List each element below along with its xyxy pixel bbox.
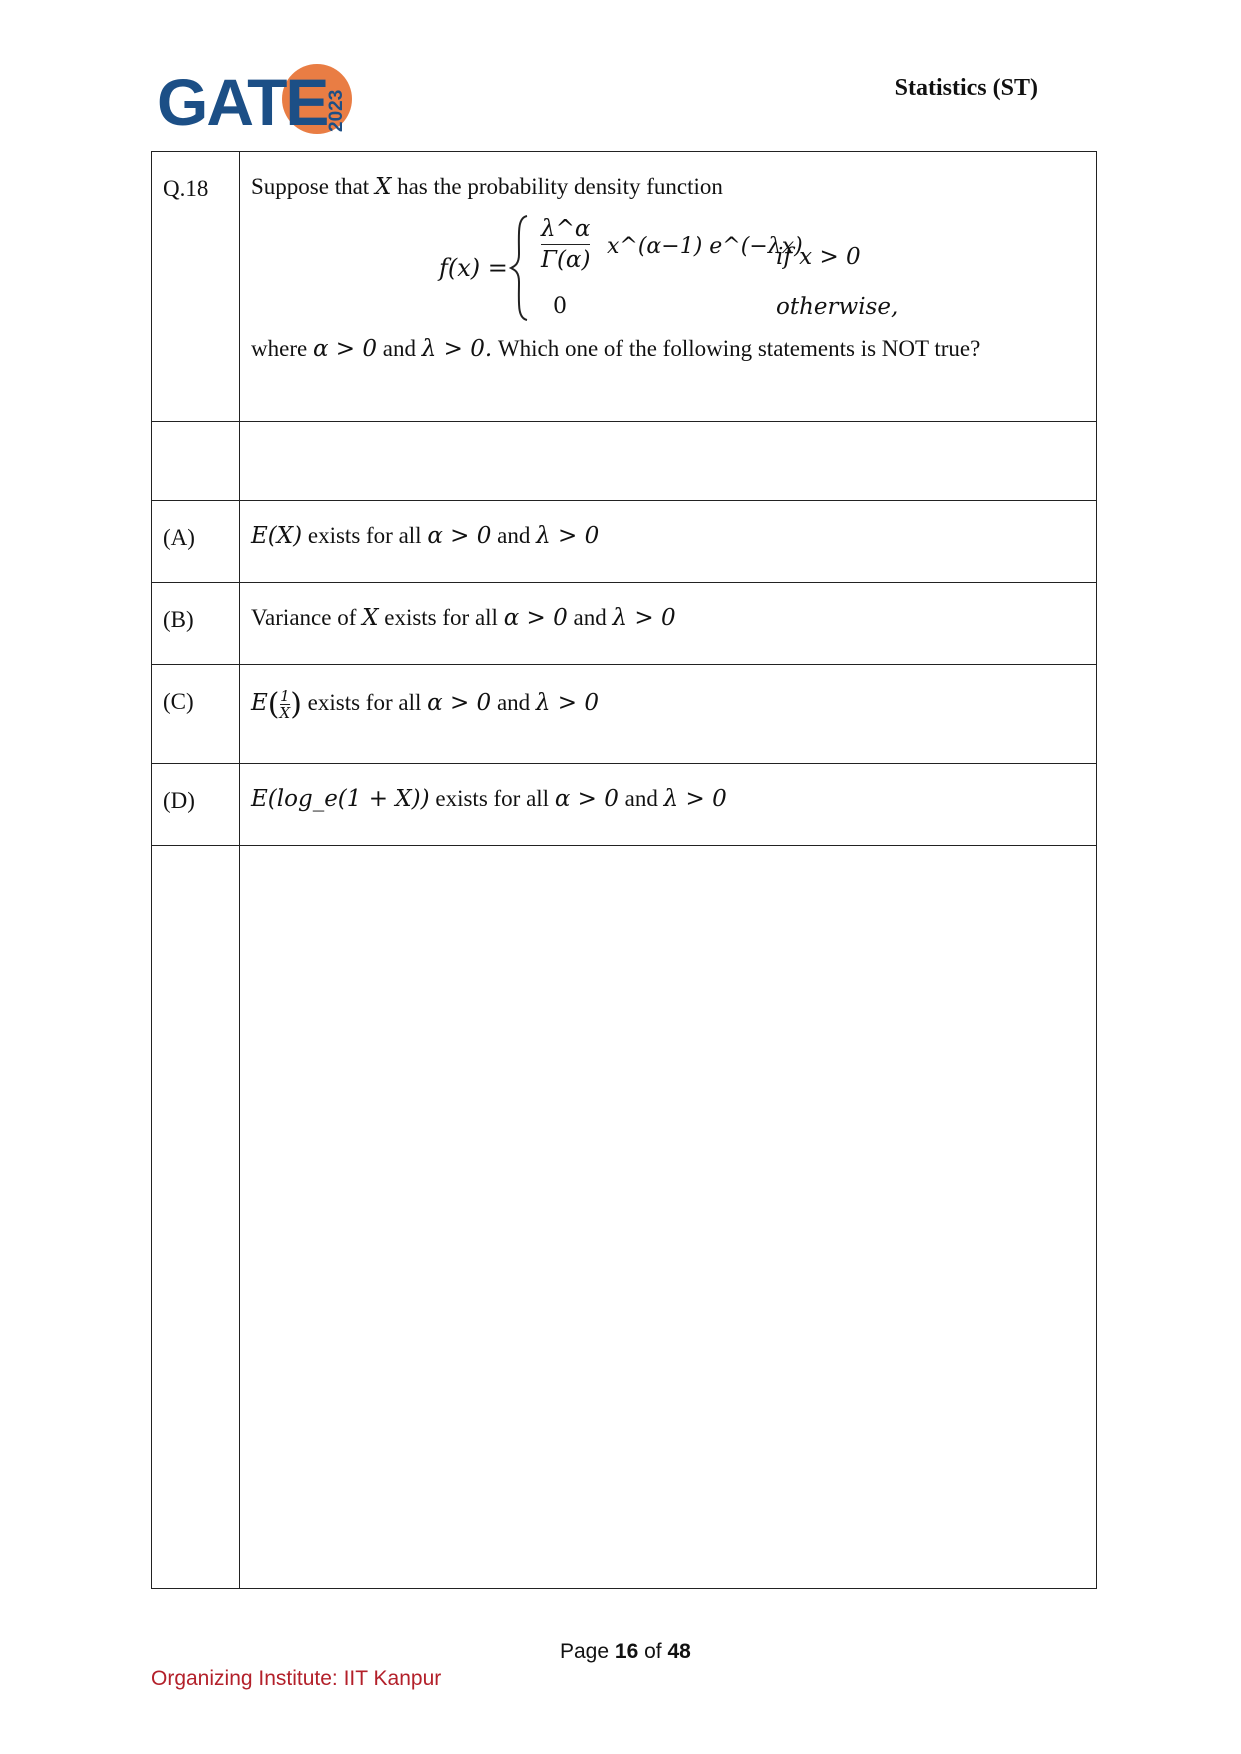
logo-text: GATE <box>157 65 328 139</box>
left-brace <box>509 214 531 322</box>
organizer-text: Organizing Institute: IIT Kanpur <box>151 1667 442 1690</box>
subject-title: Statistics (ST) <box>894 75 1038 101</box>
pdf-formula <box>251 214 1096 326</box>
formula-lhs: f(x) = <box>439 254 508 282</box>
question-intro: Suppose that X has the probability density function <box>251 174 723 200</box>
option-label: (A) <box>152 501 240 583</box>
option-row-b <box>152 583 1097 665</box>
gate-logo <box>157 62 357 140</box>
option-label: (D) <box>152 764 240 846</box>
option-text: E(log_e(1 + X)) exists for all α > 0 and λ > 0 <box>240 764 1097 846</box>
formula-fraction <box>541 216 590 273</box>
option-row-d <box>152 764 1097 846</box>
option-text: E(X) exists for all α > 0 and λ > 0 <box>240 501 1097 583</box>
option-label: (C) <box>152 665 240 764</box>
question-where-clause: where α > 0 and λ > 0. Which one of the following statements is NOT true? <box>251 336 981 362</box>
option-row-c <box>152 665 1097 764</box>
inline-fraction: $\frac{1}{X}$ <box>279 687 291 722</box>
formula-condition-2: otherwise, <box>776 294 899 320</box>
logo-year: 2023 <box>326 89 347 132</box>
formula-condition-1: if x > 0 <box>776 244 861 270</box>
option-text: E( $\frac{1}{X}$ ) exists for all α > 0 and λ > 0 <box>240 665 1097 764</box>
blank-row <box>152 422 1097 501</box>
answer-space-row <box>152 846 1097 1589</box>
page-number: Page 16 of 48 <box>560 1640 691 1663</box>
formula-zero: 0 <box>553 294 567 319</box>
question-number: Q.18 <box>152 152 240 422</box>
question-row <box>152 152 1097 422</box>
option-label: (B) <box>152 583 240 665</box>
fraction-denominator: Γ(α) <box>541 247 591 273</box>
fraction-numerator: λ^α <box>541 216 591 242</box>
option-text: Variance of X exists for all α > 0 and λ > 0 <box>240 583 1097 665</box>
formula-exponent-term: x^(α−1) e^(−λx) <box>607 234 803 259</box>
question-table <box>151 151 1097 1589</box>
option-row-a <box>152 501 1097 583</box>
question-body <box>240 152 1097 422</box>
